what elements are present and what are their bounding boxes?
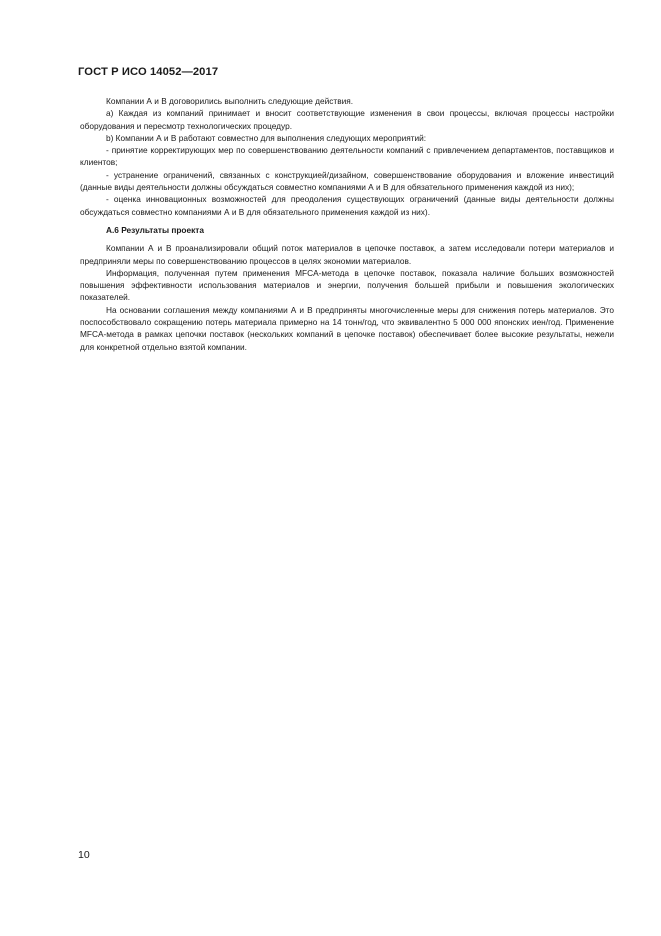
section-heading: А.6 Результаты проекта [106,224,204,235]
paragraph: Информация, полученная путем применения MFCA-метода в цепочке поставок, показала наличие больших возможностей повышения эффективности использования материалов и энергии, получения большей прибыли и повышения экологических показателей. [80,267,614,303]
document-body [80,95,614,353]
document-header: ГОСТ Р ИСО 14052—2017 [78,66,219,78]
paragraph: Компании А и В проанализировали общий поток материалов в цепочке поставок, а затем исследовали потери материалов и предприняли меры по совершенствованию процессов в целях экономии материалов. [80,243,614,266]
bullet-item: - устранение ограничений, связанных с конструкцией/дизайном, совершенствование оборудования и вложение инвестиций (данные виды деятельности должны обсуждаться совместно компаниями А и В для обязательного применения каждой из них); [80,169,614,193]
paragraph: На основании соглашения между компаниями А и В предприняты многочисленные меры для снижения потерь материалов. Это поспособствовало сокращению потерь материала примерно на 14 тонн/год, что эквивалентно 5 000 000 японских иен/год. Применение MFCA-метода в рамках цепочки поставок (нескольких компаний в цепочке поставок) обеспечивает более высокие результаты, нежели для конкретной отдельно взятой компании. [80,304,614,352]
bullet-item: - принятие корректирующих мер по совершенствованию деятельности компаний с привлечением департаментов, поставщиков и клиентов; [80,145,614,168]
bullet-item: - оценка инновационных возможностей для преодоления существующих ограничений (данные виды деятельности должны обсуждаться совместно компаниями А и В для обязательного применения каждой из них). [80,194,614,217]
paragraph: Компании А и В договорились выполнить следующие действия. [106,96,354,106]
list-item-a: а) Каждая из компаний принимает и вносит соответствующие изменения в свои процессы, включая процессы настройки оборудования и пересмотр технологических процедур. [80,108,614,131]
page-number: 10 [78,849,90,861]
list-item-b: b) Компании А и В работают совместно для выполнения следующих мероприятий: [106,132,427,143]
